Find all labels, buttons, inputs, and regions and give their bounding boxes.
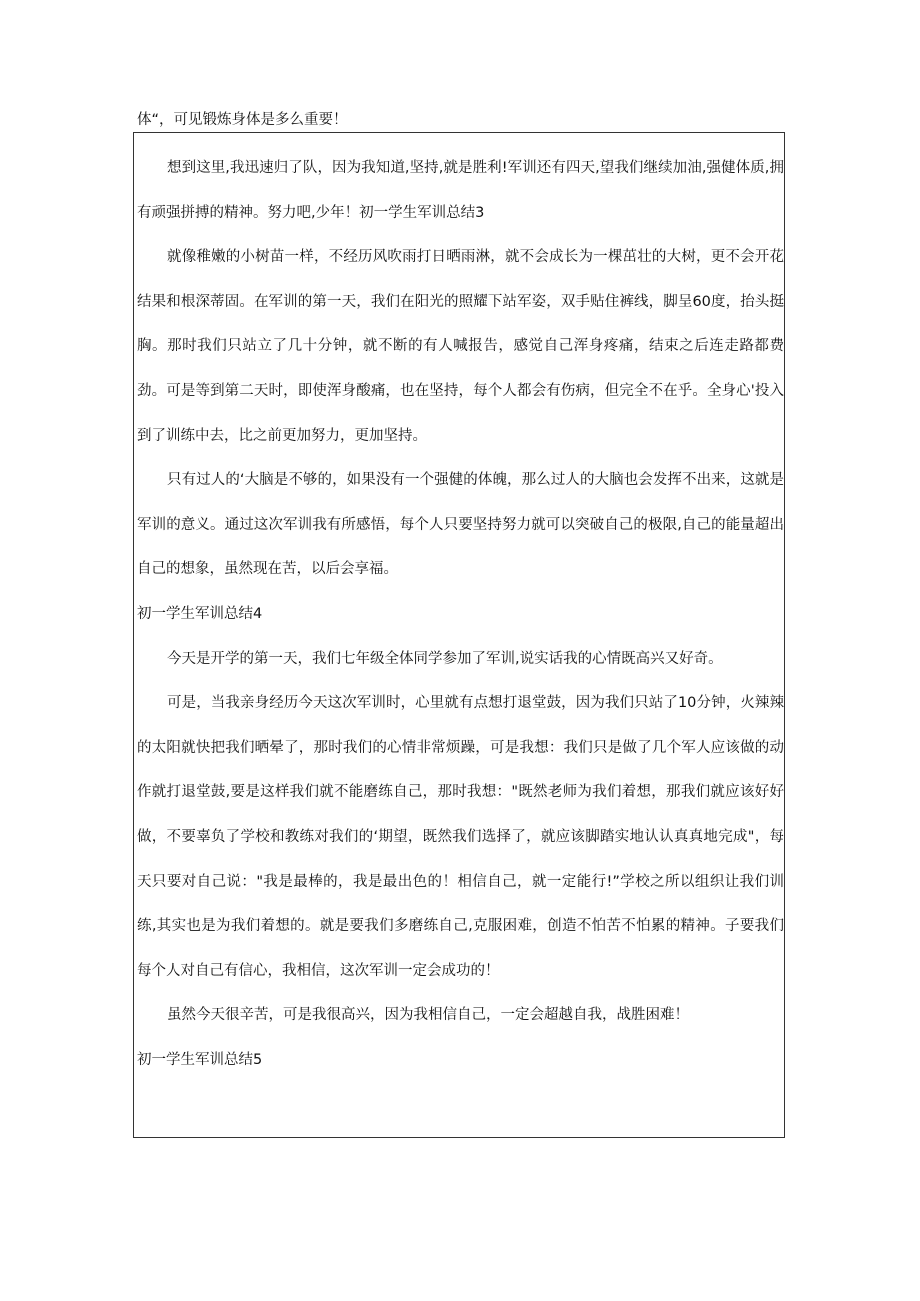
continuation-line: 体“，可见锻炼身体是多么重要！ <box>137 112 348 128</box>
section-heading: 初一学生军训总结4 <box>137 605 263 622</box>
paragraph: 可是，当我亲身经历今天这次军训时，心里就有点想打退堂鼓，因为我们只站了10分钟，火辣辣的太阳就快把我们晒晕了，那时我们的心情非常烦躁，可是我想：我们只是做了几个军人应该做的动作就打退堂鼓,要是这样我们就不能磨练自己，那时我想："既然老师为我们着想，那我们就应该好好做，不要辜负了学校和教练对我们的‘期望，既然我们选择了，就应该脚踏实地认认真真地完成"，每天只要对自己说："我是最棒的，我是最出色的！相信自己，就一定能行!”学校之所以组织让我们训练,其实也是为我们着想的。就是要我们多磨练自己,克服困难，创造不怕苦不怕累的精神。子要我们每个人对自己有信心，我相信，这次军训一定会成功的！ <box>137 695 784 979</box>
paragraph: 就像稚嫩的小树苗一样，不经历风吹雨打日晒雨淋，就不会成长为一棵茁壮的大树，更不会开花结果和根深蒂固。在军训的第一天，我们在阳光的照耀下站军姿，双手贴住裤线，脚呈60度，抬头挺胸。那时我们只站立了几十分钟，就不断的有人喊报告，感觉自己浑身疼痛，结束之后连走路都费劲。可是等到第二天时，即使浑身酸痛，也在坚持，每个人都会有伤病，但完全不在乎。全身心'投入到了训练中去，比之前更加努力，更加坚持。 <box>137 249 784 444</box>
paragraph: 虽然今天很辛苦，可是我很高兴，因为我相信自己，一定会超越自我，战胜困难！ <box>167 1007 689 1024</box>
section-heading: 初一学生军训总结5 <box>137 1051 263 1068</box>
document-body <box>137 146 784 1082</box>
paragraph: 只有过人的‘大脑是不够的，如果没有一个强健的体魄，那么过人的大脑也会发挥不出来，这就是军训的意义。通过这次军训我有所感悟，每个人只要坚持努力就可以突破自己的极限,自己的能量超出自己的想象，虽然现在苦，以后会享福。 <box>137 472 784 578</box>
paragraph: 今天是开学的第一天，我们七年级全体同学参加了军训,说实话我的心情既高兴又好奇。 <box>167 650 723 667</box>
paragraph: 想到这里,我迅速归了队，因为我知道,坚持,就是胜利!军训还有四天,望我们继续加油,强健体质,拥有顽强拼搏的精神。努力吧,少年！初一学生军训总结3 <box>137 160 784 221</box>
